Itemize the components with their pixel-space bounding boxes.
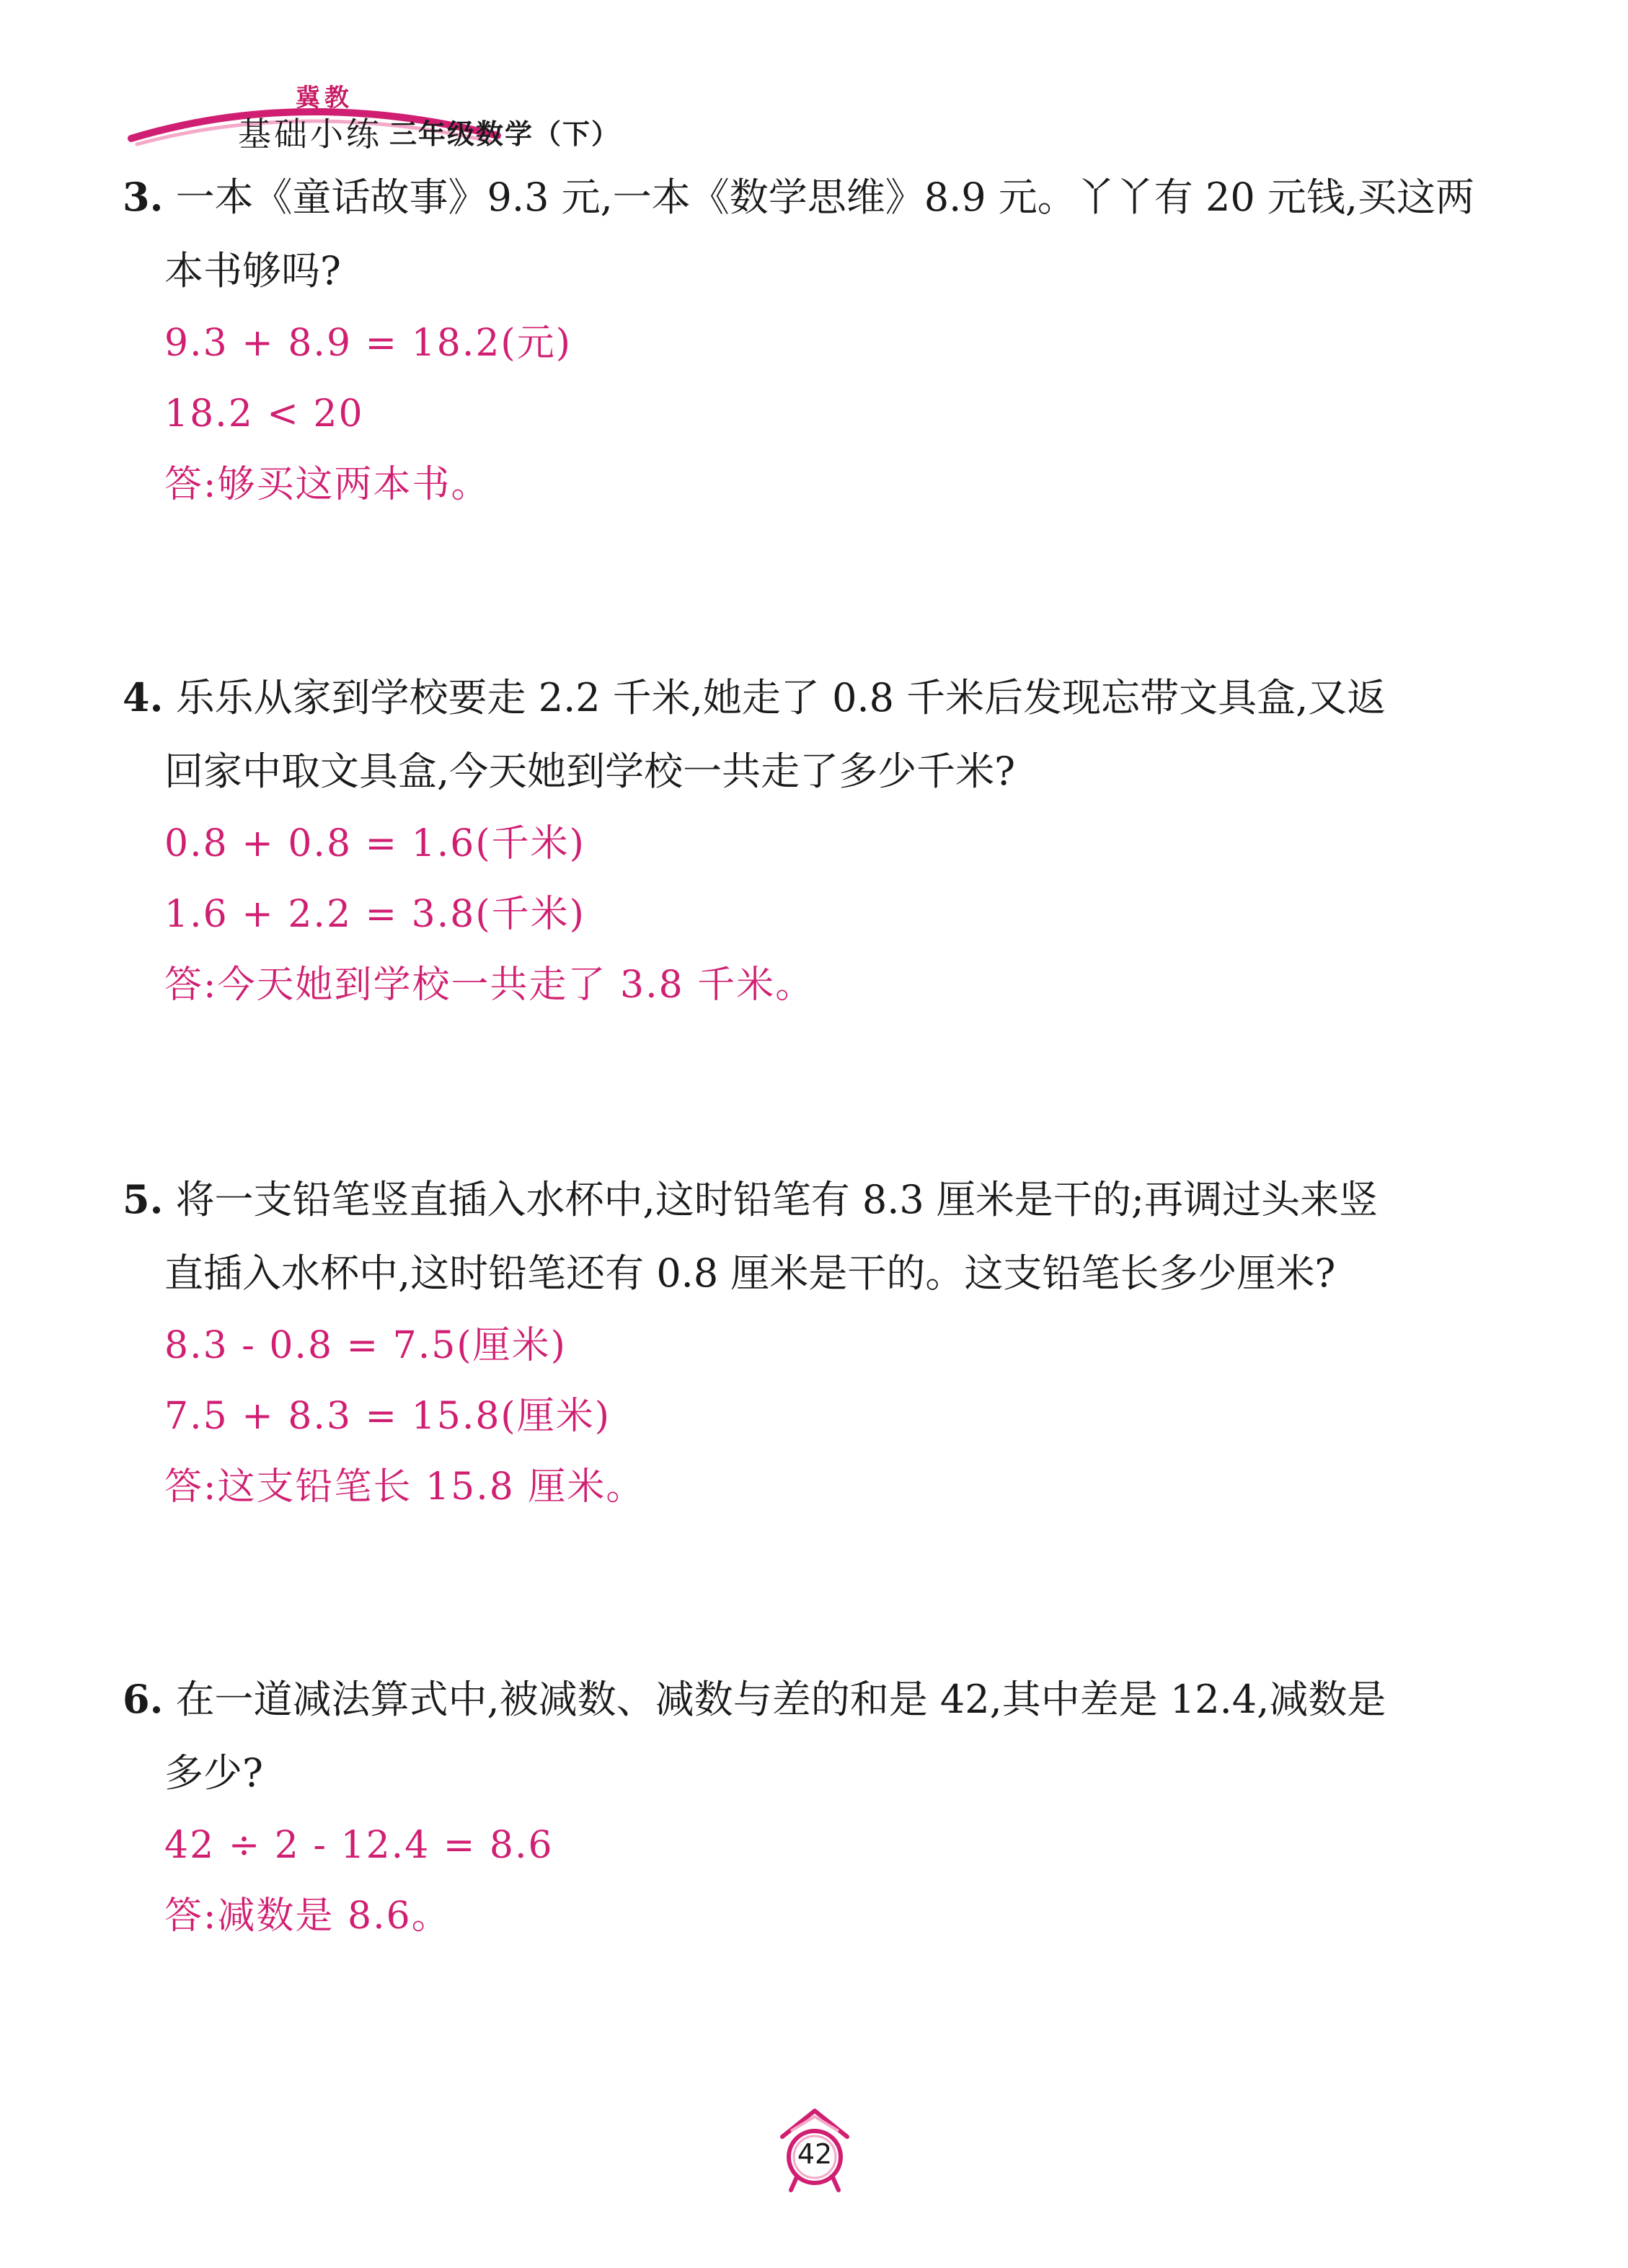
answer-line: 0.8 + 0.8 = 1.6(千米) xyxy=(164,822,585,865)
problem-4 xyxy=(123,661,1507,1020)
answer-line: 答:这支铅笔长 15.8 厘米。 xyxy=(164,1465,645,1509)
page-number-badge xyxy=(775,2102,854,2196)
question-line: 多少? xyxy=(164,1750,263,1796)
question-number: 4 xyxy=(123,674,150,720)
question-line: 4. 乐乐从家到学校要走 2.2 千米,她走了 0.8 千米后发现忘带文具盒,又返 xyxy=(123,674,1386,720)
question-text: 在一道减法算式中,被减数、减数与差的和是 42,其中差是 12.4,减数是 xyxy=(175,1677,1386,1722)
answer-line: 答:减数是 8.6。 xyxy=(164,1894,451,1938)
answer-line: 7.5 + 8.3 = 15.8(厘米) xyxy=(164,1395,611,1438)
answer-line: 答:今天她到学校一共走了 3.8 千米。 xyxy=(164,963,815,1007)
book-title: 三年级数学（下） xyxy=(389,118,621,150)
publisher-label: 冀教 xyxy=(296,84,353,112)
question-text: 将一支铅笔竖直插入水杯中,这时铅笔有 8.3 厘米是干的;再调过头来竖 xyxy=(175,1177,1379,1222)
answer-line: 8.3 - 0.8 = 7.5(厘米) xyxy=(164,1324,567,1367)
answer-line: 42 ÷ 2 - 12.4 = 8.6 xyxy=(164,1824,554,1867)
question-number: 5 xyxy=(123,1176,150,1222)
question-line: 5. 将一支铅笔竖直插入水杯中,这时铅笔有 8.3 厘米是干的;再调过头来竖 xyxy=(123,1176,1379,1222)
answer-line: 18.2 < 20 xyxy=(164,392,364,436)
page-header xyxy=(123,72,699,159)
answer-line: 9.3 + 8.9 = 18.2(元) xyxy=(164,322,572,365)
answer-line: 答:够买这两本书。 xyxy=(164,463,490,506)
problem-6 xyxy=(123,1662,1507,1951)
question-line: 本书够吗? xyxy=(164,248,341,294)
question-number: 6 xyxy=(123,1676,150,1722)
problem-5 xyxy=(123,1162,1507,1522)
question-text: 乐乐从家到学校要走 2.2 千米,她走了 0.8 千米后发现忘带文具盒,又返 xyxy=(175,675,1386,720)
question-line: 回家中取文具盒,今天她到学校一共走了多少千米? xyxy=(164,749,1016,794)
question-line: 3. 一本《童话故事》9.3 元,一本《数学思维》8.9 元。丫丫有 20 元钱,买这两 xyxy=(123,174,1475,220)
question-text: 一本《童话故事》9.3 元,一本《数学思维》8.9 元。丫丫有 20 元钱,买这两 xyxy=(175,175,1475,220)
answer-line: 1.6 + 2.2 = 3.8(千米) xyxy=(164,893,585,936)
page-number: 42 xyxy=(797,2138,833,2170)
question-number: 3 xyxy=(123,174,150,220)
series-label: 基础小练 xyxy=(238,115,382,154)
question-line: 6. 在一道减法算式中,被减数、减数与差的和是 42,其中差是 12.4,减数是 xyxy=(123,1676,1386,1722)
problem-3 xyxy=(123,160,1507,520)
question-line: 直插入水杯中,这时铅笔还有 0.8 厘米是干的。这支铅笔长多少厘米? xyxy=(164,1250,1336,1296)
